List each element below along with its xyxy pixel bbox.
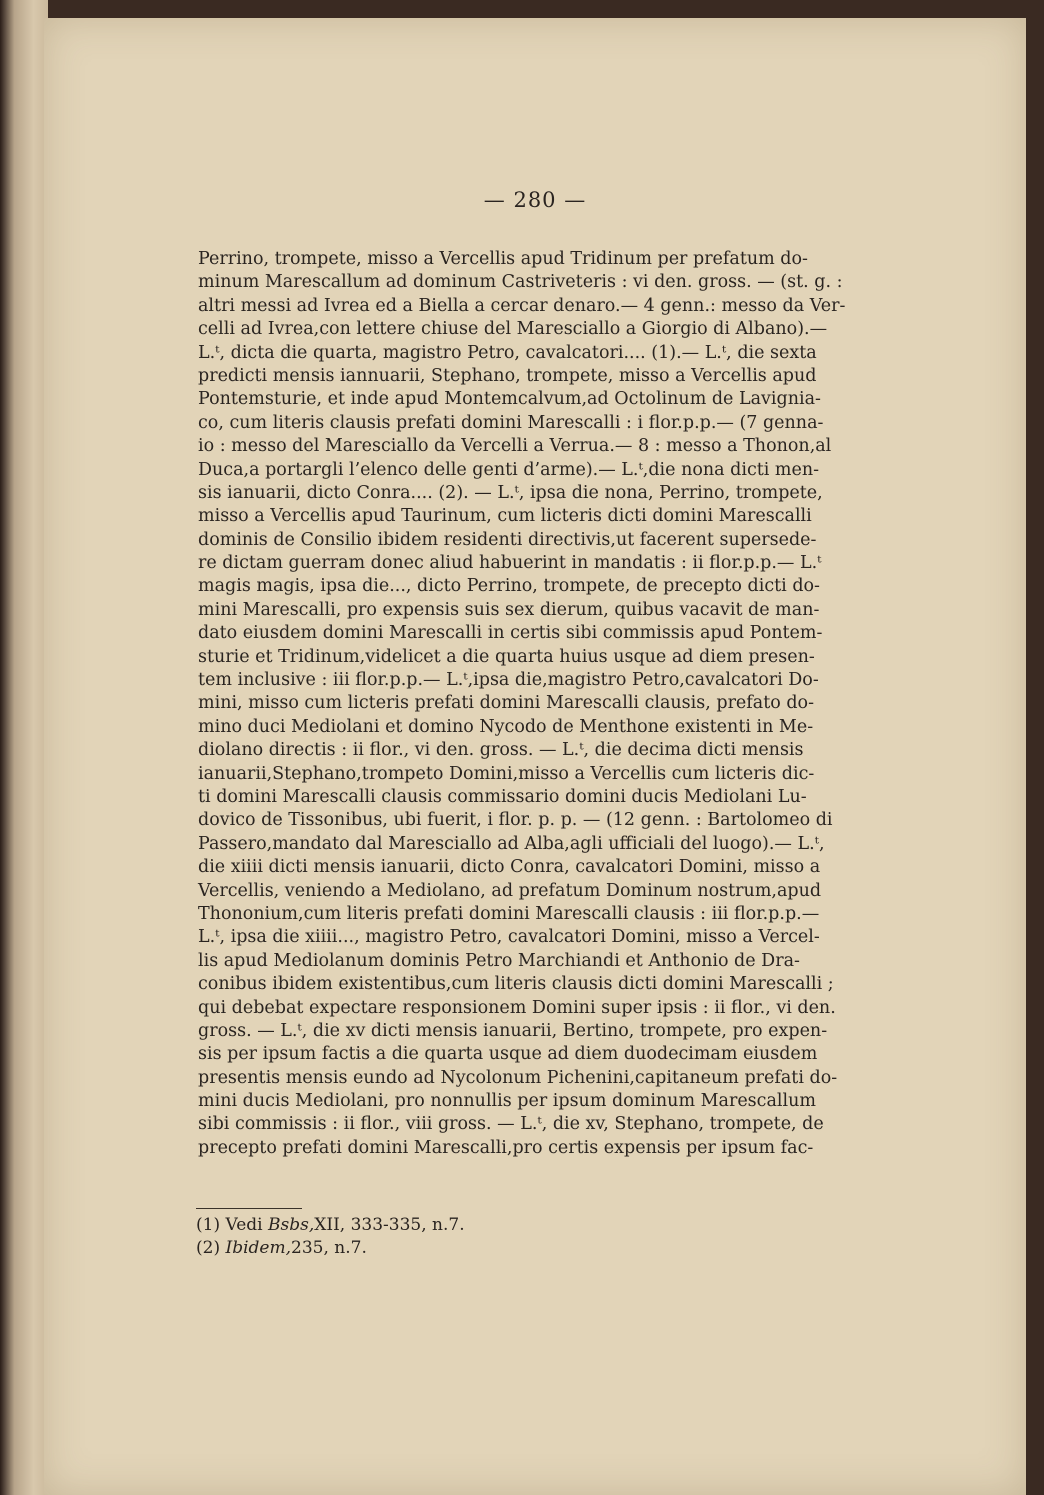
text-line: qui debebat expectare responsionem Domini super ipsis : ii flor., vi den.	[198, 997, 836, 1018]
text-line: dato eiusdem domini Marescalli in certis sibi commissis apud Pontem-	[198, 623, 823, 644]
text-line: Thononium,cum literis prefati domini Marescalli clausis : iii flor.p.p.—	[198, 903, 820, 924]
text-line: die xiiii dicti mensis ianuarii, dicto Conra, cavalcatori Domini, misso a	[198, 857, 821, 878]
text-line: mini, misso cum licteris prefati domini Marescalli clausis, prefato do-	[198, 693, 814, 714]
text-line: ti domini Marescalli clausis commissario domini ducis Mediolani Lu-	[198, 786, 807, 807]
footnote-2	[196, 1237, 796, 1260]
text-line: sturie et Tridinum,videlicet a die quarta huius usque ad diem presen-	[198, 646, 815, 667]
text-line: minum Marescallum ad dominum Castriveteris : vi den. gross. — (st. g. :	[198, 272, 843, 293]
book-spine	[0, 0, 48, 1495]
text-line: mino duci Mediolani et domino Nycodo de Menthone existenti in Me-	[198, 716, 814, 737]
text-line: celli ad Ivrea,con lettere chiuse del Maresciallo a Giorgio di Albano).—	[198, 319, 828, 340]
text-line: sis ianuarii, dicto Conra.... (2). — L.ᵗ, ipsa die nona, Perrino, trompete,	[198, 482, 823, 503]
text-line: ianuarii,Stephano,trompeto Domini,misso a Vercellis cum licteris dic-	[198, 763, 815, 784]
text-line: sis per ipsum factis a die quarta usque ad diem duodecimam eiusdem	[198, 1044, 818, 1065]
body-text	[198, 248, 846, 1160]
text-line: mini Marescalli, pro expensis suis sex dierum, quibus vacavit de man-	[198, 599, 820, 620]
text-line: L.ᵗ, ipsa die xiiii..., magistro Petro, cavalcatori Domini, misso a Vercel-	[198, 927, 820, 948]
footnote-reference: 235, n.7.	[291, 1238, 367, 1258]
text-line: Pontemsturie, et inde apud Montemcalvum,ad Octolinum de Lavignia-	[198, 389, 821, 410]
text-line: Vercellis, veniendo a Mediolano, ad prefatum Dominum nostrum,apud	[198, 880, 822, 901]
footnote-source: Ibidem,	[225, 1238, 292, 1258]
footnote-marker: (1)	[196, 1215, 221, 1235]
text-line: Duca,a portargli l’elenco delle genti d’arme).— L.ᵗ,die nona dicti men-	[198, 459, 820, 480]
text-line: gross. — L.ᵗ, die xv dicti mensis ianuarii, Bertino, trompete, pro expen-	[198, 1020, 828, 1041]
book-page	[44, 18, 1026, 1495]
page-number: — 280 —	[483, 188, 587, 212]
footnote-marker: (2)	[196, 1238, 221, 1258]
text-line: lis apud Mediolanum dominis Petro Marchiandi et Anthonio de Dra-	[198, 950, 800, 971]
text-line: dovico de Tissonibus, ubi fuerit, i flor. p. p. — (12 genn. : Bartolomeo di	[198, 810, 833, 831]
text-line: predicti mensis iannuarii, Stephano, trompete, misso a Vercellis apud	[198, 365, 817, 386]
footnotes	[196, 1214, 796, 1260]
footnote-text: Vedi	[225, 1215, 263, 1235]
footnote-reference: XII, 333-335, n.7.	[314, 1215, 465, 1235]
text-line: L.ᵗ, dicta die quarta, magistro Petro, cavalcatori.... (1).— L.ᵗ, die sexta	[198, 342, 817, 363]
text-line: sibi commissis : ii flor., viii gross. — L.ᵗ, die xv, Stephano, trompete, de	[198, 1114, 824, 1135]
text-line: magis magis, ipsa die..., dicto Perrino, trompete, de precepto dicti do-	[198, 576, 820, 597]
text-line: conibus ibidem existentibus,cum literis clausis dicti domini Marescalli ;	[198, 974, 834, 995]
text-line: co, cum literis clausis prefati domini Marescalli : i flor.p.p.— (7 genna-	[198, 412, 824, 433]
text-line: misso a Vercellis apud Taurinum, cum licteris dicti domini Marescalli	[198, 506, 812, 527]
text-line: precepto prefati domini Marescalli,pro certis expensis per ipsum fac-	[198, 1137, 814, 1158]
text-line: io : messo del Maresciallo da Vercelli a Verrua.— 8 : messo a Thonon,al	[198, 436, 832, 457]
footnote-source: Bsbs,	[268, 1215, 315, 1235]
text-line: re dictam guerram donec aliud habuerint in mandatis : ii flor.p.p.— L.ᵗ	[198, 553, 822, 574]
footnote-1	[196, 1214, 796, 1237]
text-line: dominis de Consilio ibidem residenti directivis,ut facerent supersede-	[198, 529, 817, 550]
footnote-divider	[196, 1208, 302, 1209]
text-line: Passero,mandato dal Maresciallo ad Alba,agli ufficiali del luogo).— L.ᵗ,	[198, 833, 825, 854]
text-line: Perrino, trompete, misso a Vercellis apud Tridinum per prefatum do-	[198, 249, 808, 269]
text-line: presentis mensis eundo ad Nycolonum Pichenini,capitaneum prefati do-	[198, 1067, 838, 1088]
text-line: diolano directis : ii flor., vi den. gross. — L.ᵗ, die decima dicti mensis	[198, 740, 804, 761]
text-line: altri messi ad Ivrea ed a Biella a cercar denaro.— 4 genn.: messo da Ver-	[198, 295, 846, 316]
text-line: tem inclusive : iii flor.p.p.— L.ᵗ,ipsa die,magistro Petro,cavalcatori Do-	[198, 670, 819, 691]
text-line: mini ducis Mediolani, pro nonnullis per ipsum dominum Marescallum	[198, 1091, 816, 1112]
